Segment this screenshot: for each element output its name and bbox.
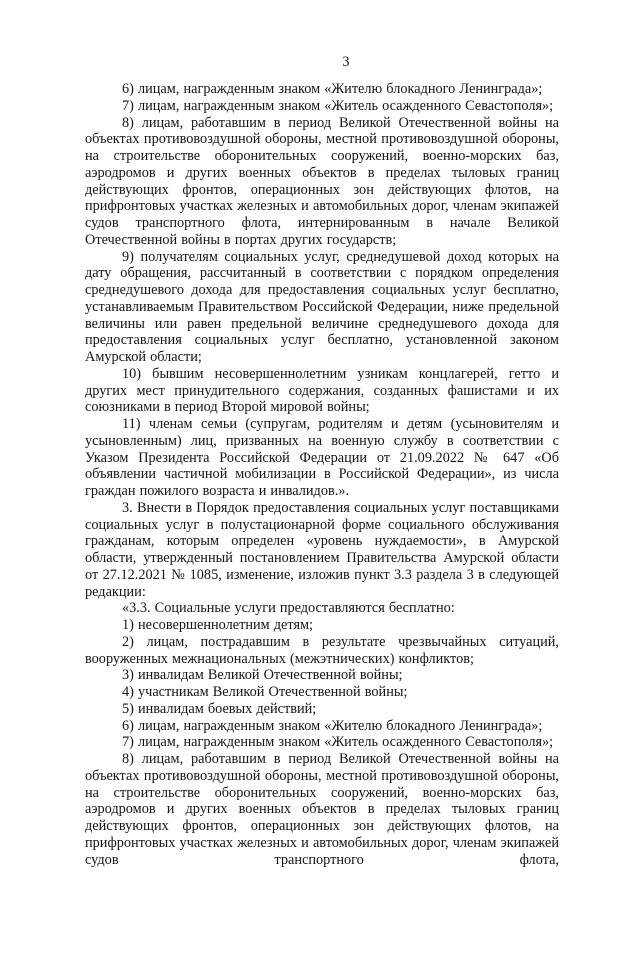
document-page xyxy=(0,54,640,959)
document-body xyxy=(85,81,559,868)
paragraph: 9) получателям социальных услуг, среднедушевой доход которых на дату обращения, рассчитанный в соответствии с порядком определения среднедушевого дохода для предоставления социальных услуг бесплатно, устанавливаемым Правительством Российской Федерации, ниже предельной величины или равен предельной величине среднедушевого дохода для предоставления социальных услуг бесплатно, установленной законом Амурской области; xyxy=(85,248,559,365)
paragraph: 4) участникам Великой Отечественной войны; xyxy=(122,684,408,700)
paragraph: 2) лицам, пострадавшим в результате чрезвычайных ситуаций, вооруженных межнациональных (межэтнических) конфликтов; xyxy=(85,633,559,667)
paragraph: 8) лицам, работавшим в период Великой Отечественной войны на объектах противовоздушной обороны, местной противовоздушной обороны, на строительстве оборонительных сооружений, военно-морских баз, аэродромов и других военных объектов в пределах тыловых границ действующих фронтов, операционных зон действующих флотов, на прифронтовых участках железных и автомобильных дорог, членам экипажей судов транспортного флота, интернированным в начале Великой Отечественной войны в портах других государств; xyxy=(85,114,559,248)
paragraph: 1) несовершеннолетним детям; xyxy=(122,617,314,633)
paragraph: 5) инвалидам боевых действий; xyxy=(122,700,317,717)
paragraph: 11) членам семьи (супругам, родителям и детям (усыновителям и усыновленным) лиц, призванных на военную службу в соответствии с Указом Президента Российской Федерации от 21.09.2022 № 647 «Об объявлении частичной мобилизации в Российской Федерации», из числа граждан пожилого возраста и инвалидов.». xyxy=(85,416,559,499)
paragraph: 10) бывшим несовершеннолетним узникам концлагерей, гетто и других мест принудительного содержания, созданных фашистами и их союзниками в период Второй мировой войны; xyxy=(85,365,559,416)
paragraph: 6) лицам, награжденным знаком «Жителю блокадного Ленинграда»; xyxy=(122,81,543,97)
paragraph: 7) лицам, награжденным знаком «Житель осажденного Севастополя»; xyxy=(122,97,554,114)
paragraph: 3. Внести в Порядок предоставления социальных услуг поставщиками социальных услуг в полустационарной форме социального обслуживания гражданам, которым определен «уровень нуждаемости», в Амурской области, утвержденный постановлением Правительства Амурской области от 27.12.2021 № 1085, изменение, изложив пункт 3.3 раздела 3 в следующей редакции: xyxy=(85,499,559,600)
paragraph: 6) лицам, награжденным знаком «Жителю блокадного Ленинграда»; xyxy=(122,717,543,734)
paragraph: «3.3. Социальные услуги предоставляются бесплатно: xyxy=(122,600,455,617)
paragraph: 8) лицам, работавшим в период Великой Отечественной войны на объектах противовоздушной обороны, местной противовоздушной обороны, на строительстве оборонительных сооружений, военно-морских баз, аэродромов и других военных объектов в пределах тыловых границ действующих фронтов, операционных зон действующих флотов, на прифронтовых участках железных и автомобильных дорог, членам экипажей судов транспортного флота, xyxy=(85,751,559,868)
paragraph: 3) инвалидам Великой Отечественной войны; xyxy=(122,667,403,684)
page-number: 3 xyxy=(342,54,350,70)
paragraph: 7) лицам, награжденным знаком «Житель осажденного Севастополя»; xyxy=(122,734,554,751)
